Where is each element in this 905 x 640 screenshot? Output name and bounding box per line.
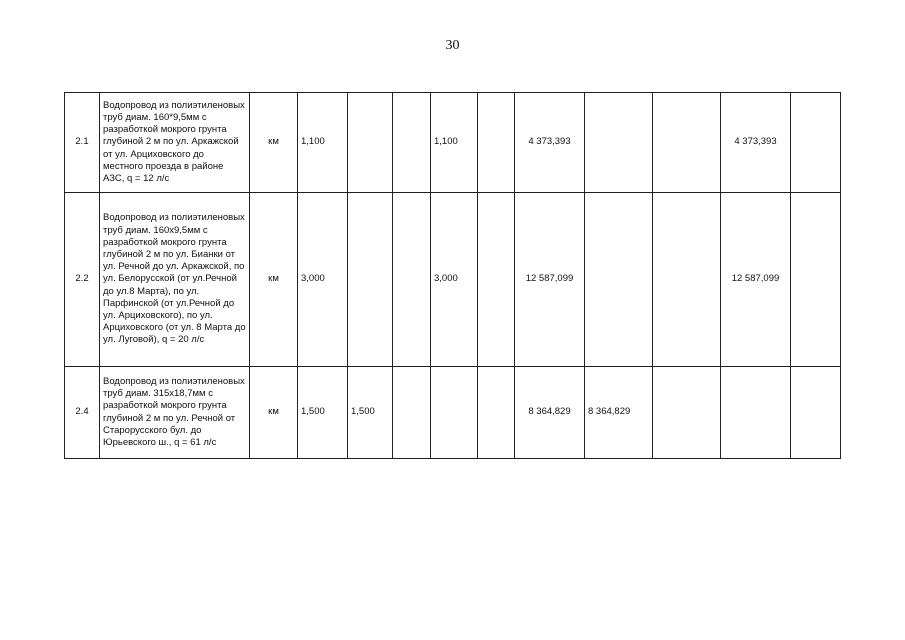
length-year4-cell	[478, 193, 515, 367]
table-row	[65, 367, 841, 459]
cost-year3-cell	[721, 367, 791, 459]
length-year1-cell	[348, 193, 393, 367]
length-year4-cell	[478, 93, 515, 193]
row-number: 2.4	[65, 367, 100, 459]
length-total-cell: 1,100	[298, 93, 348, 193]
work-description: Водопровод из полиэтиленовых труб диам. 160*9,5мм с разработкой мокрого грунта глубиной 2 м по ул. Аркажской от ул. Арциховского до местного проезда в районе АЗС, q = 12 л/с	[100, 93, 250, 193]
length-year1-cell: 1,500	[348, 367, 393, 459]
unit-cell: км	[250, 193, 298, 367]
length-year3-cell	[431, 367, 478, 459]
works-table	[64, 92, 841, 459]
page-number: 30	[445, 38, 460, 53]
table-row	[65, 193, 841, 367]
cost-total-cell: 4 373,393	[515, 93, 585, 193]
length-year2-cell	[393, 193, 431, 367]
cost-year2-cell	[653, 367, 721, 459]
cost-year4-cell	[791, 193, 841, 367]
length-year3-cell: 3,000	[431, 193, 478, 367]
cost-year1-cell	[585, 193, 653, 367]
length-total-cell: 1,500	[298, 367, 348, 459]
cost-year1-cell: 8 364,829	[585, 367, 653, 459]
cost-year1-cell	[585, 93, 653, 193]
length-year2-cell	[393, 93, 431, 193]
cost-year4-cell	[791, 367, 841, 459]
length-year4-cell	[478, 367, 515, 459]
length-year3-cell: 1,100	[431, 93, 478, 193]
cost-total-cell: 8 364,829	[515, 367, 585, 459]
cost-year3-cell: 12 587,099	[721, 193, 791, 367]
unit-cell: км	[250, 367, 298, 459]
length-year2-cell	[393, 367, 431, 459]
length-total-cell: 3,000	[298, 193, 348, 367]
unit-cell: км	[250, 93, 298, 193]
work-description: Водопровод из полиэтиленовых труб диам. 160х9,5мм с разработкой мокрого грунта глубиной 2 м по ул. Бианки от ул. Речной до ул. Аркажской, по ул. Белорусской (от ул.Речной до ул.8 Марта), по ул. Парфинской (от ул.Речной до ул. Арциховского), по ул. Арциховского (от ул. 8 Марта до ул. Луговой), q = 20 л/с	[100, 193, 250, 367]
cost-year3-cell: 4 373,393	[721, 93, 791, 193]
table-row	[65, 93, 841, 193]
work-description: Водопровод из полиэтиленовых труб диам. 315х18,7мм с разработкой мокрого грунта глубиной 2 м по ул. Речной от Старорусского бул. до Юрьевского ш., q = 61 л/с	[100, 367, 250, 459]
cost-year4-cell	[791, 93, 841, 193]
cost-year2-cell	[653, 93, 721, 193]
row-number: 2.1	[65, 93, 100, 193]
length-year1-cell	[348, 93, 393, 193]
cost-total-cell: 12 587,099	[515, 193, 585, 367]
row-number: 2.2	[65, 193, 100, 367]
cost-year2-cell	[653, 193, 721, 367]
